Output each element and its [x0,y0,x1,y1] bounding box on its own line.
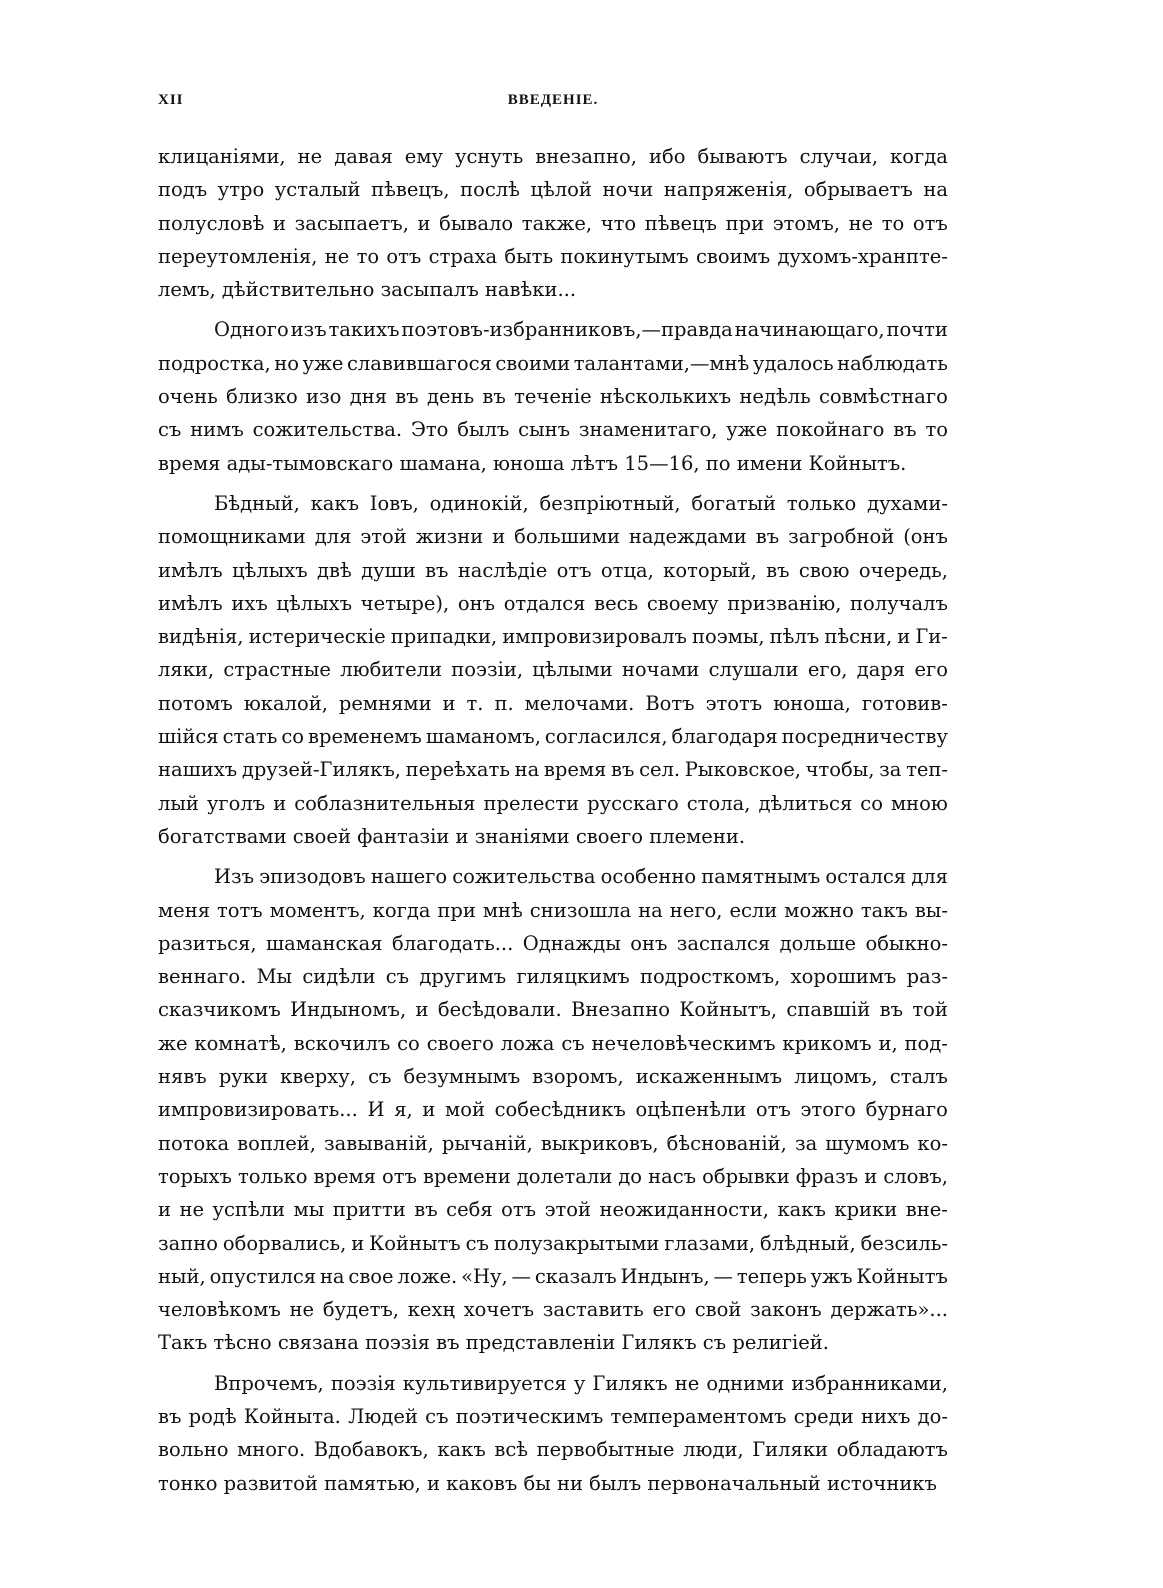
paragraph [158,860,948,1359]
text-line: лый уголъ и соблазнительныя прелести русскаго стола, дѣлиться со мною [158,791,948,815]
text-line: разиться, шаманская благодать... Однажды онъ заспался дольше обыкно- [158,931,948,955]
text-line: человѣкомъ не будетъ, кехң хочетъ заставить его свой законъ держать»... [158,1298,948,1322]
text-line: вольно много. Вдобавокъ, какъ всѣ первобытные люди, Гиляки обладаютъ [158,1438,948,1462]
text-line: ный, опустился на свое ложе. «Ну, — сказалъ Индынъ, — теперь ужъ Койнытъ [158,1264,948,1288]
text-line: полусловѣ и засыпаетъ, и бывало также, что пѣвецъ при этомъ, не то отъ [158,211,948,235]
text-line: клицаніями, не давая ему уснуть внезапно, ибо бываютъ случаи, когда [158,145,948,168]
text-line: подростка, но уже славившагося своими талантами,—мнѣ удалось наблюдать [158,351,948,375]
text-line: веннаго. Мы сидѣли съ другимъ гиляцкимъ подросткомъ, хорошимъ раз- [158,965,948,989]
text-line: въ родѣ Койныта. Людей съ поэтическимъ темпераментомъ среди нихъ до- [158,1404,948,1428]
text-line: и не успѣли мы притти въ себя отъ этой неожиданности, какъ крики вне- [158,1198,948,1222]
text-line: имѣлъ цѣлыхъ двѣ души въ наслѣдіе отъ отца, который, въ свою очередь, [158,558,948,582]
text-line: время ады-тымовскаго шамана, юноша лѣтъ 15—16, по имени Койнытъ. [158,451,907,475]
body-text [158,140,948,1507]
text-line: съ нимъ сожительства. Это былъ сынъ знаменитаго, уже покойнаго въ то [158,418,948,442]
text-line: Одного изъ такихъ поэтовъ-избранниковъ,—правда начинающаго, почти [214,318,948,342]
text-line: нашихъ друзей-Гилякъ, переѣхать на время въ сел. Рыковское, чтобы, за теп- [158,758,948,782]
text-line: запно оборвались, и Койнытъ съ полузакрытыми глазами, блѣдный, безсиль- [158,1231,948,1255]
text-line: Впрочемъ, поэзія культивируется у Гилякъ не одними избранниками, [214,1371,948,1395]
text-line: Бѣдный, какъ Іовъ, одинокій, безпріютный, богатый только духами- [214,491,948,515]
text-line: шійся стать со временемъ шаманомъ, согласился, благодаря посредничеству [158,725,948,749]
text-line: потомъ юкалой, ремнями и т. п. мелочами. Вотъ этотъ юноша, готовив- [158,691,948,715]
paragraph [158,313,948,479]
running-title: ВВЕДЕНІЕ. [507,92,599,108]
paragraph [158,140,948,306]
text-line: торыхъ только время отъ времени долетали до насъ обрывки фразъ и словъ, [158,1164,948,1188]
text-line: ляки, страстные любители поэзіи, цѣлыми ночами слушали его, даря его [158,658,948,682]
text-line: помощниками для этой жизни и большими надеждами въ загробной (онъ [158,525,948,549]
text-line: богатствами своей фантазіи и знаніями своего племени. [158,824,746,848]
text-line: лемъ, дѣйствительно засыпалъ навѣки... [158,278,577,302]
text-line: видѣнія, истерическіе припадки, импровизировалъ поэмы, пѣлъ пѣсни, и Ги- [158,625,948,649]
text-line: меня тотъ моментъ, когда при мнѣ снизошла на него, если можно такъ вы- [158,898,948,922]
text-line: тонко развитой памятью, и каковъ бы ни былъ первоначальный источникъ [158,1471,937,1495]
text-line: нявъ руки кверху, съ безумнымъ взоромъ, искаженнымъ лицомъ, сталъ [158,1065,948,1089]
page-header [158,92,948,122]
page-number: XII [158,92,184,108]
text-line: Изъ эпизодовъ нашего сожительства особенно памятнымъ остался для [214,865,948,889]
text-line: потока воплей, завываній, рычаній, выкриковъ, бѣснованій, за шумомъ ко- [158,1131,948,1155]
paragraph [158,487,948,853]
text-line: переутомленія, не то отъ страха быть покинутымъ своимъ духомъ-хранпте- [158,244,948,268]
text-line: же комнатѣ, вскочилъ со своего ложа съ нечеловѣческимъ крикомъ и, под- [158,1031,948,1055]
text-line: сказчикомъ Индыномъ, и бесѣдовали. Внезапно Койнытъ, спавшій въ той [158,998,948,1022]
text-line: импровизировать... И я, и мой собесѣдникъ оцѣпенѣли отъ этого бурнаго [158,1098,948,1122]
text-line: имѣлъ ихъ цѣлыхъ четыре), онъ отдался весь своему призванію, получалъ [158,591,948,615]
paragraph [158,1367,948,1500]
text-line: очень близко изо дня въ день въ теченіе нѣсколькихъ недѣль совмѣстнаго [158,385,948,409]
text-line: Такъ тѣсно связана поэзія въ представленіи Гилякъ съ религіей. [158,1331,829,1355]
text-line: подъ утро усталый пѣвецъ, послѣ цѣлой ночи напряженія, обрываетъ на [158,178,948,202]
